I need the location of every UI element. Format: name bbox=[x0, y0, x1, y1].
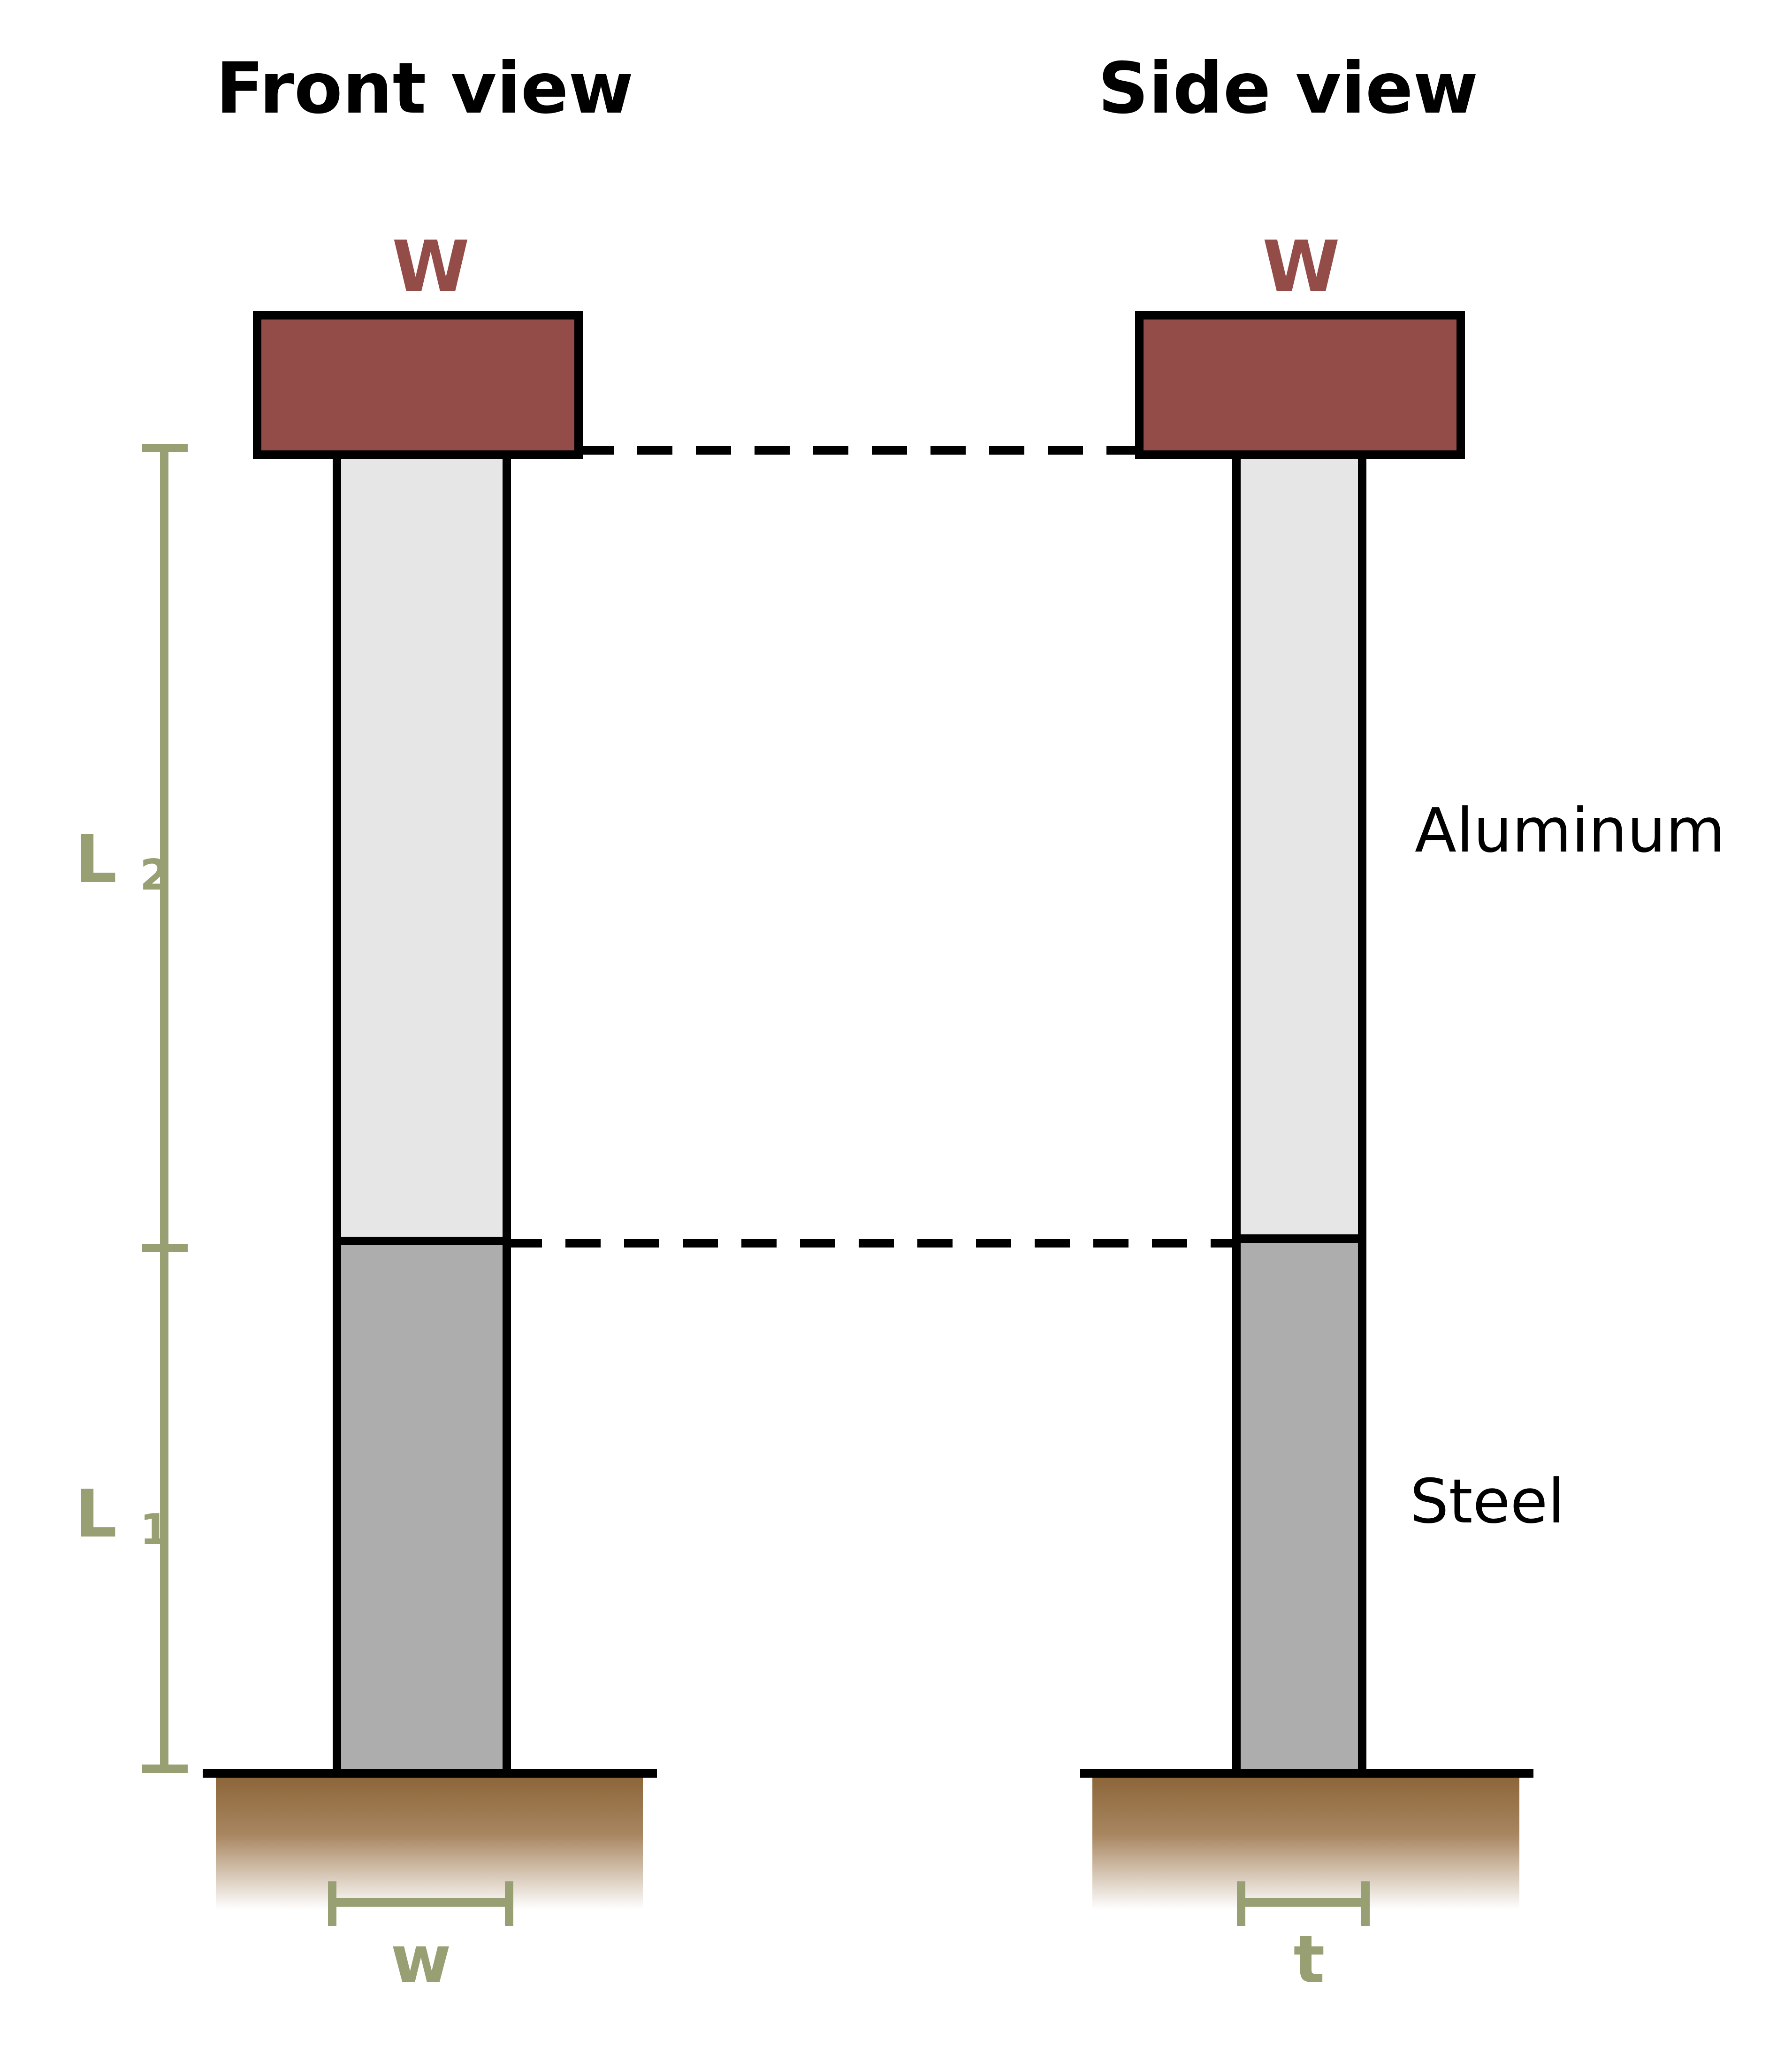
upper-length-label bbox=[75, 822, 169, 900]
front-load-label: W bbox=[392, 226, 470, 308]
front-ground-fill bbox=[216, 1773, 643, 1909]
lower-length-sub: 1 bbox=[139, 1505, 169, 1554]
front-view-title: Front view bbox=[215, 48, 634, 129]
length-dimension bbox=[139, 448, 188, 1769]
width-label: w bbox=[390, 1922, 451, 1998]
front-steel-segment bbox=[337, 1241, 507, 1773]
aluminum-label: Aluminum bbox=[1415, 795, 1725, 866]
front-load-block bbox=[257, 315, 579, 455]
upper-length-sub: 2 bbox=[139, 851, 169, 900]
lower-length-label bbox=[75, 1476, 169, 1554]
front-column bbox=[257, 315, 579, 1773]
front-ground bbox=[203, 1773, 657, 1909]
side-ground bbox=[1080, 1773, 1533, 1909]
upper-length-main: L bbox=[75, 822, 117, 898]
side-load-block bbox=[1139, 315, 1461, 455]
side-view-title: Side view bbox=[1098, 48, 1479, 129]
steel-label: Steel bbox=[1410, 1466, 1565, 1537]
front-aluminum-segment bbox=[337, 450, 507, 1241]
lower-length-main: L bbox=[75, 1476, 117, 1552]
side-steel-segment bbox=[1236, 1239, 1362, 1773]
side-column bbox=[1139, 315, 1461, 1773]
side-load-label: W bbox=[1262, 226, 1340, 308]
side-aluminum-segment bbox=[1236, 450, 1362, 1239]
thickness-label: t bbox=[1293, 1922, 1325, 1998]
side-ground-fill bbox=[1092, 1773, 1519, 1909]
